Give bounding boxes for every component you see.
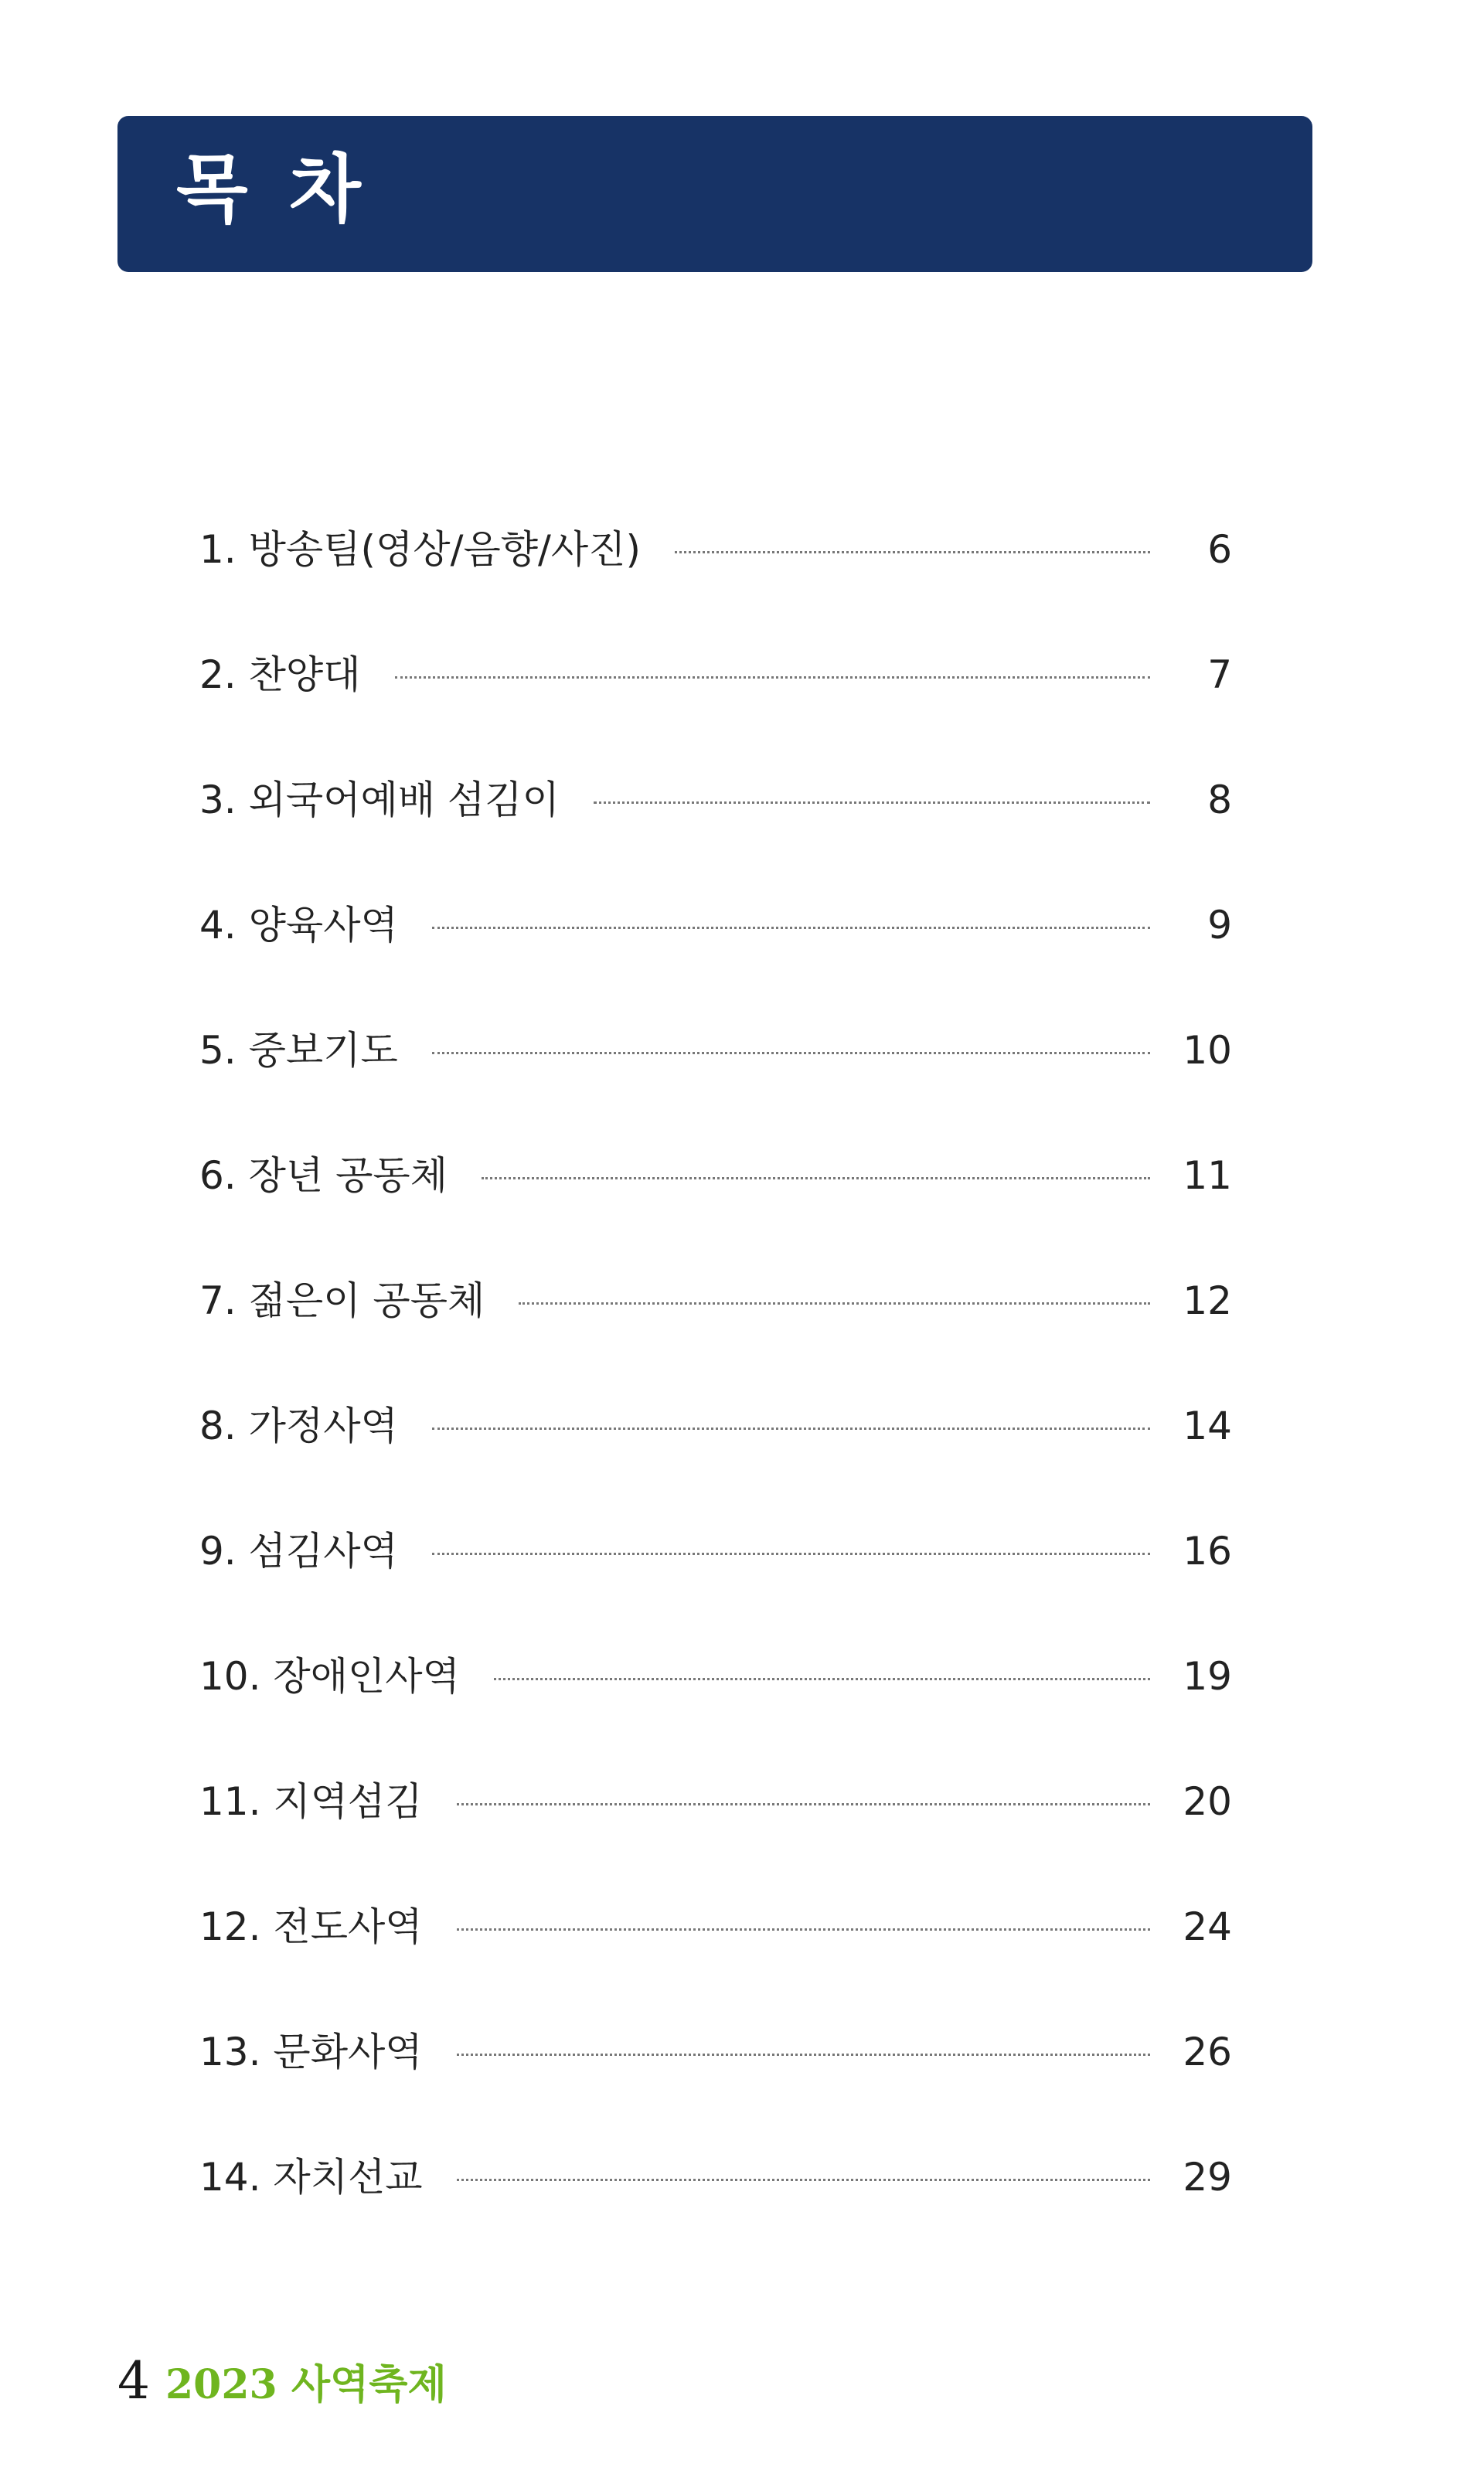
- toc-label: 9. 섬김사역: [199, 1529, 398, 1574]
- toc-page-number: 20: [1183, 1779, 1232, 1824]
- toc-page-number: 10: [1183, 1028, 1232, 1073]
- toc-label: 14. 자치선교: [199, 2155, 423, 2200]
- title-banner: [117, 116, 1312, 272]
- toc-row[interactable]: [199, 863, 1232, 988]
- toc-label: 10. 장애인사역: [199, 1654, 460, 1699]
- toc-page-number: 12: [1183, 1278, 1232, 1323]
- toc-row[interactable]: [199, 1864, 1232, 1989]
- toc-page-number: 6: [1207, 527, 1232, 572]
- dotted-leader: [432, 1553, 1150, 1555]
- dotted-leader: [457, 1803, 1150, 1805]
- toc-page-number: 16: [1183, 1529, 1232, 1574]
- toc-row[interactable]: [199, 1113, 1232, 1238]
- page-footer: [117, 2351, 447, 2411]
- toc-row[interactable]: [199, 988, 1232, 1113]
- toc-row[interactable]: [199, 1238, 1232, 1363]
- toc-row[interactable]: [199, 612, 1232, 737]
- dotted-leader: [675, 551, 1150, 553]
- toc-label: 1. 방송팀(영상/음향/사진): [199, 527, 642, 572]
- dotted-leader: [457, 2179, 1150, 2181]
- toc-row[interactable]: [199, 1489, 1232, 1614]
- toc-row[interactable]: [199, 2115, 1232, 2240]
- table-of-contents: [199, 487, 1232, 2240]
- toc-page-number: 7: [1207, 652, 1232, 697]
- footer-publication-title: 2023 사역축제: [165, 2361, 447, 2408]
- dotted-leader: [432, 1428, 1150, 1430]
- toc-label: 6. 장년 공동체: [199, 1153, 448, 1198]
- toc-label: 13. 문화사역: [199, 2030, 423, 2074]
- dotted-leader: [594, 801, 1150, 804]
- toc-page-number: 14: [1183, 1404, 1232, 1448]
- toc-row[interactable]: [199, 737, 1232, 863]
- footer-page-number: 4: [117, 2351, 150, 2411]
- dotted-leader: [395, 676, 1151, 679]
- toc-page-number: 8: [1207, 778, 1232, 822]
- toc-page-number: 24: [1183, 1904, 1232, 1949]
- dotted-leader: [457, 2054, 1150, 2056]
- toc-row[interactable]: [199, 1989, 1232, 2115]
- toc-page-number: 19: [1183, 1654, 1232, 1699]
- toc-page-number: 11: [1183, 1153, 1232, 1198]
- toc-row[interactable]: [199, 487, 1232, 612]
- toc-row[interactable]: [199, 1739, 1232, 1864]
- toc-label: 11. 지역섬김: [199, 1779, 423, 1824]
- toc-page-number: 9: [1207, 903, 1232, 948]
- dotted-leader: [482, 1177, 1150, 1179]
- toc-page-number: 26: [1183, 2030, 1232, 2074]
- dotted-leader: [519, 1302, 1150, 1305]
- toc-label: 3. 외국어예배 섬김이: [199, 778, 560, 822]
- toc-label: 8. 가정사역: [199, 1404, 398, 1448]
- page-title: 목 차: [176, 146, 369, 233]
- toc-label: 4. 양육사역: [199, 903, 398, 948]
- toc-label: 5. 중보기도: [199, 1028, 398, 1073]
- dotted-leader: [432, 927, 1150, 929]
- toc-label: 7. 젊은이 공동체: [199, 1278, 485, 1323]
- toc-label: 12. 전도사역: [199, 1904, 423, 1949]
- toc-label: 2. 찬양대: [199, 652, 361, 697]
- toc-page-number: 29: [1183, 2155, 1232, 2200]
- toc-row[interactable]: [199, 1614, 1232, 1739]
- toc-row[interactable]: [199, 1363, 1232, 1489]
- dotted-leader: [432, 1052, 1150, 1054]
- dotted-leader: [494, 1678, 1150, 1680]
- dotted-leader: [457, 1928, 1150, 1931]
